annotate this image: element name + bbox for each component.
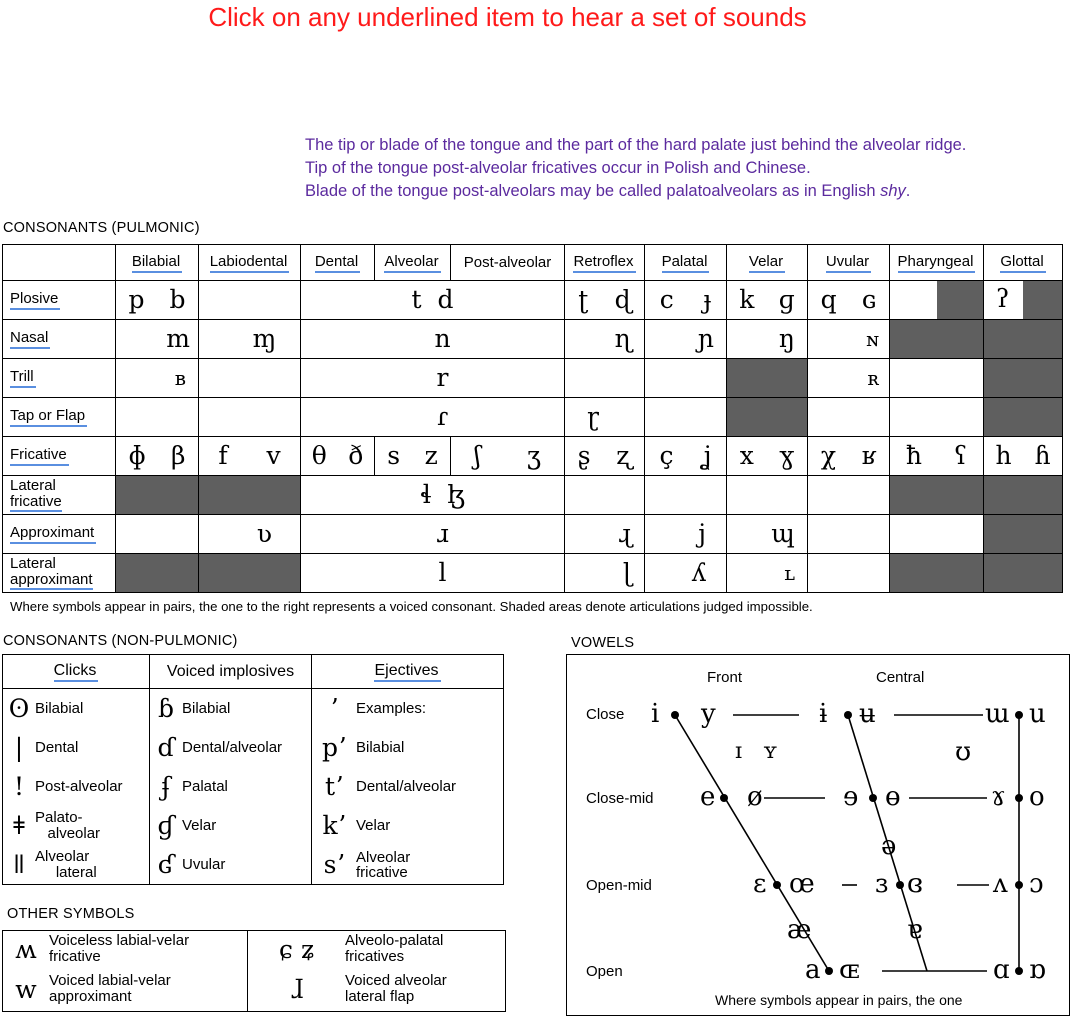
cell-approx-palatal: j — [645, 515, 727, 554]
vowel-openmid-label: Open-mid — [586, 877, 652, 894]
vowel-a: a — [805, 955, 821, 985]
vowel-rams-horn: ɤ — [991, 782, 1006, 812]
cell-plosive-bilabial: p b — [116, 281, 199, 320]
header-implosives: Voiced implosives — [150, 655, 312, 689]
vowel-i: i — [651, 699, 660, 729]
cell-plosive-alveolar: t d — [301, 281, 565, 320]
pulmonic-title: CONSONANTS (PULMONIC) — [3, 220, 200, 236]
cell-trill-pharyngeal — [890, 359, 984, 398]
cell-fric-glottal: h ɦ — [984, 437, 1063, 476]
cell-nasal-pharyngeal — [890, 320, 984, 359]
vowel-schwa: ə — [881, 831, 897, 861]
nonpulmonic-table — [2, 654, 504, 885]
row-plosive[interactable]: Plosive — [3, 281, 116, 320]
col-uvular[interactable]: Uvular — [808, 245, 890, 281]
cell-nasal-palatal: ɲ — [645, 320, 727, 359]
nonpulmonic-title: CONSONANTS (NON-PULMONIC) — [3, 633, 238, 649]
cell-latapprox-labiodental — [199, 554, 301, 593]
cell-nasal-alveolar: n — [301, 320, 565, 359]
cell-nasal-retroflex: ɳ — [565, 320, 645, 359]
cell-plosive-velar: k ɡ — [727, 281, 808, 320]
cell-latapprox-pharyngeal — [890, 554, 984, 593]
cell-fric-labiodental: f v — [199, 437, 301, 476]
col-dental[interactable]: Dental — [301, 245, 375, 281]
ejective-bilabial: pʼ Bilabial — [322, 733, 405, 762]
note-line-1: The tip or blade of the tongue and the part of the hard palate just behind the alveolar ridge. — [305, 136, 967, 154]
cell-approx-glottal — [984, 515, 1063, 554]
implosives-column — [150, 689, 312, 885]
cell-approx-velar: ɰ — [727, 515, 808, 554]
click-dental: | Dental — [14, 733, 79, 762]
col-pharyngeal[interactable]: Pharyngeal — [890, 245, 984, 281]
ejective-alveolar-fricative: sʼ Alveolar fricative — [323, 848, 411, 881]
cell-latapprox-palatal: ʎ — [645, 554, 727, 593]
vowel-barred-o: ɵ — [885, 782, 901, 812]
cell-latapprox-retroflex: ɭ — [565, 554, 645, 593]
cell-tap-alveolar: ɾ — [301, 398, 565, 437]
vowel-open-label: Open — [586, 963, 623, 980]
cell-plosive-labiodental — [199, 281, 301, 320]
cell-latfric-glottal — [984, 476, 1063, 515]
cell-approx-alveolar: ɹ — [301, 515, 565, 554]
cell-latapprox-alveolar: l — [301, 554, 565, 593]
vowel-small-cap-y: ʏ — [763, 739, 778, 764]
cell-approx-bilabial — [116, 515, 199, 554]
cell-approx-labiodental: ʋ — [199, 515, 301, 554]
ejective-dental: tʼ Dental/alveolar — [325, 772, 457, 801]
implosive-velar: ɠ Velar — [157, 811, 217, 840]
other-voiced-labial-velar: w Voiced labial-velar approximant — [15, 972, 171, 1005]
row-trill[interactable]: Trill — [3, 359, 116, 398]
clicks-column — [3, 689, 150, 885]
cell-fric-postalveolar: ʃ ʒ — [451, 437, 565, 476]
cell-latfric-uvular — [808, 476, 890, 515]
row-fricative[interactable]: Fricative — [3, 437, 116, 476]
row-nasal[interactable]: Nasal — [3, 320, 116, 359]
cell-trill-bilabial: ʙ — [116, 359, 199, 398]
vowel-turned-m: ɯ — [985, 699, 1010, 729]
vowel-slashed-o: ø — [747, 782, 763, 812]
vowels-title: VOWELS — [571, 635, 635, 651]
vowel-open-o: ɔ — [1029, 869, 1044, 899]
row-lateral-approximant[interactable]: Lateral approximant — [3, 554, 116, 593]
row-approximant[interactable]: Approximant — [3, 515, 116, 554]
cell-trill-glottal — [984, 359, 1063, 398]
other-lateral-flap: ɺ Voiced alveolar lateral flap — [290, 972, 447, 1005]
click-palatoalveolar: ǂ Palato- alveolar — [13, 808, 101, 842]
cell-plosive-pharyngeal — [890, 281, 984, 320]
pulmonic-footnote: Where symbols appear in pairs, the one to the right represents a voiced consonant. Shaded areas denote articulations judged impossible. — [10, 599, 813, 614]
cell-tap-labiodental — [199, 398, 301, 437]
cell-tap-uvular — [808, 398, 890, 437]
cell-nasal-uvular: ɴ — [808, 320, 890, 359]
cell-fric-alveolar: s z — [375, 437, 451, 476]
header-ejectives[interactable]: Ejectives — [312, 655, 504, 689]
vowel-o: o — [1029, 782, 1045, 812]
page-banner: Click on any underlined item to hear a set of sounds — [208, 2, 807, 32]
col-bilabial[interactable]: Bilabial — [116, 245, 199, 281]
cell-latfric-velar — [727, 476, 808, 515]
cell-latapprox-glottal — [984, 554, 1063, 593]
col-palatal[interactable]: Palatal — [645, 245, 727, 281]
cell-latapprox-velar: ʟ — [727, 554, 808, 593]
cell-fric-bilabial: ɸ β — [116, 437, 199, 476]
vowel-turned-script-a: ɒ — [1029, 955, 1046, 985]
implosive-palatal: ʄ Palatal — [161, 772, 228, 801]
implosive-uvular: ʛ Uvular — [157, 850, 226, 879]
vowel-central-label: Central — [876, 669, 925, 686]
cell-approx-uvular — [808, 515, 890, 554]
cell-tap-pharyngeal — [890, 398, 984, 437]
note-line-3: Blade of the tongue post-alveolars may be called palatoalveolars as in English shy. — [305, 182, 911, 200]
col-alveolar[interactable]: Alveolar — [375, 245, 451, 281]
vowel-barred-u: ʉ — [859, 699, 876, 729]
cell-plosive-uvular: q ɢ — [808, 281, 890, 320]
vowel-reversed-e: ɘ — [843, 782, 859, 812]
row-lateral-fricative[interactable]: Lateral fricative — [3, 476, 116, 515]
pulmonic-consonant-table — [2, 244, 1063, 593]
cell-trill-uvular: ʀ — [808, 359, 890, 398]
corner-cell — [3, 245, 116, 281]
cell-nasal-bilabial: m — [116, 320, 199, 359]
vowel-close-label: Close — [586, 706, 625, 723]
cell-nasal-velar: ŋ — [727, 320, 808, 359]
implosive-dental: ɗ Dental/alveolar — [157, 733, 283, 762]
cell-latapprox-bilabial — [116, 554, 199, 593]
vowel-small-cap-i: ɪ — [735, 739, 743, 764]
click-bilabial: ʘ Bilabial — [8, 694, 84, 723]
ejective-velar: kʼ Velar — [322, 811, 391, 840]
vowel-u: u — [1029, 699, 1046, 729]
col-postalveolar: Post-alveolar — [451, 245, 565, 281]
cell-tap-velar — [727, 398, 808, 437]
cell-approx-pharyngeal — [890, 515, 984, 554]
cell-fric-dental: θ ð — [301, 437, 375, 476]
cell-nasal-glottal — [984, 320, 1063, 359]
vowel-footnote: Where symbols appear in pairs, the one — [715, 992, 963, 1008]
vowel-front-label: Front — [707, 669, 743, 686]
vowel-small-cap-oe: ɶ — [839, 955, 860, 985]
cell-trill-labiodental — [199, 359, 301, 398]
cell-plosive-glottal: ʔ — [984, 281, 1063, 320]
cell-fric-palatal: ç ʝ — [645, 437, 727, 476]
cell-tap-glottal — [984, 398, 1063, 437]
vowel-closemid-label: Close-mid — [586, 790, 654, 807]
cell-trill-velar — [727, 359, 808, 398]
vowel-reversed-epsilon: ɜ — [875, 869, 889, 899]
vowel-e: e — [700, 782, 716, 812]
cell-latfric-bilabial — [116, 476, 199, 515]
ejectives-column — [312, 689, 504, 885]
cell-tap-bilabial — [116, 398, 199, 437]
cell-fric-velar: x ɣ — [727, 437, 808, 476]
vowel-epsilon: ɛ — [753, 869, 767, 899]
col-labiodental[interactable]: Labiodental — [199, 245, 301, 281]
vowel-barred-i: ɨ — [819, 699, 828, 729]
cell-latfric-alveolar: ɬ ɮ — [301, 476, 565, 515]
vowel-oe: œ — [789, 869, 815, 899]
vowel-y: y — [701, 699, 716, 729]
tongue-notes — [305, 134, 966, 203]
cell-fric-pharyngeal: ħ ʕ — [890, 437, 984, 476]
cell-fric-retroflex: ʂ ʐ — [565, 437, 645, 476]
cell-approx-retroflex: ɻ — [565, 515, 645, 554]
vowel-upsilon: ʊ — [955, 737, 972, 767]
col-retroflex[interactable]: Retroflex — [565, 245, 645, 281]
ejective-mark: ʼ Examples: — [330, 694, 427, 723]
cell-fric-uvular: χ ʁ — [808, 437, 890, 476]
click-postalveolar: ! Post-alveolar — [13, 772, 123, 801]
vowel-turned-a: ɐ — [907, 915, 923, 945]
cell-latfric-pharyngeal — [890, 476, 984, 515]
cell-latfric-labiodental — [199, 476, 301, 515]
vowel-turned-v: ʌ — [993, 869, 1008, 899]
vowel-ash: æ — [787, 915, 812, 945]
cell-plosive-palatal: c ɟ — [645, 281, 727, 320]
cell-nasal-labiodental: ɱ — [199, 320, 301, 359]
row-tap-or-flap[interactable]: Tap or Flap — [3, 398, 116, 437]
other-symbols-title: OTHER SYMBOLS — [7, 906, 135, 922]
cell-latfric-retroflex — [565, 476, 645, 515]
cell-trill-alveolar: r — [301, 359, 565, 398]
other-symbols-box — [2, 930, 506, 1012]
header-clicks[interactable]: Clicks — [3, 655, 150, 689]
vowel-closed-reversed-epsilon: ɞ — [907, 869, 923, 899]
cell-latapprox-uvular — [808, 554, 890, 593]
cell-tap-retroflex: ɽ — [565, 398, 645, 437]
note-line-2: Tip of the tongue post-alveolar fricatives occur in Polish and Chinese. — [305, 159, 811, 177]
cell-plosive-retroflex: ʈ ɖ — [565, 281, 645, 320]
other-alveolo-palatal: ɕ ʑ Alveolo-palatal fricatives — [279, 932, 444, 965]
cell-trill-palatal — [645, 359, 727, 398]
cell-trill-retroflex — [565, 359, 645, 398]
col-glottal[interactable]: Glottal — [984, 245, 1063, 281]
vowel-chart — [566, 654, 1070, 1016]
cell-tap-palatal — [645, 398, 727, 437]
col-velar[interactable]: Velar — [727, 245, 808, 281]
click-alveolar-lateral: ǁ Alveolar lateral — [12, 847, 97, 881]
other-voiceless-labial-velar: ʍ Voiceless labial-velar fricative — [15, 932, 190, 965]
implosive-bilabial: ɓ Bilabial — [157, 694, 231, 723]
vowel-script-a: ɑ — [993, 955, 1010, 985]
cell-latfric-palatal — [645, 476, 727, 515]
